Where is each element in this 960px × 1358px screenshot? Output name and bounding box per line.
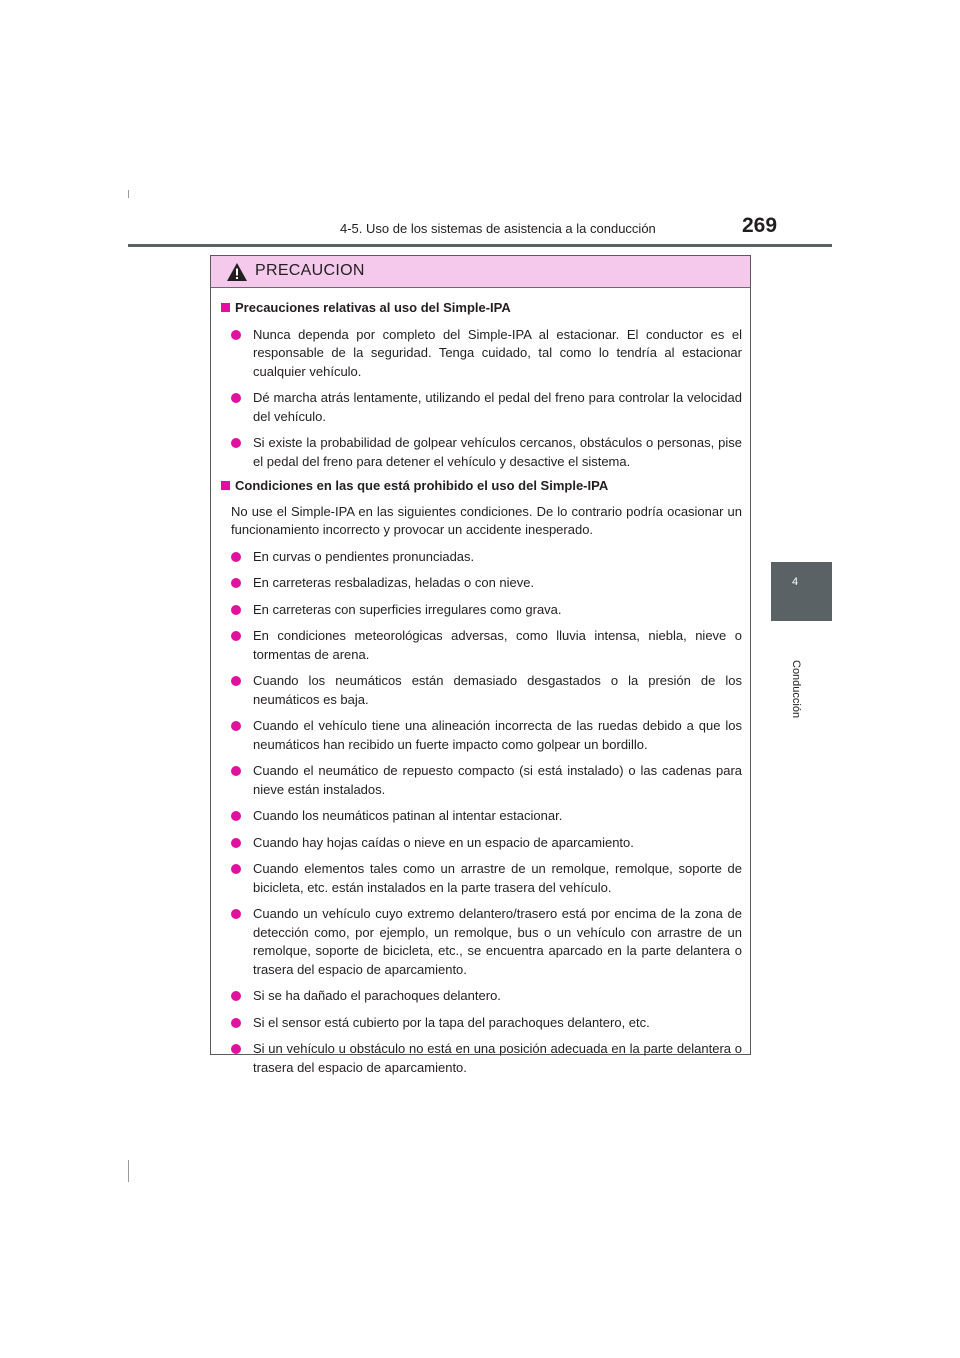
section-title (221, 477, 742, 496)
section-header: 4-5. Uso de los sistemas de asistencia a la conducción (340, 221, 656, 236)
list-item-text: Nunca dependa por completo del Simple-IPA al estacionar. El conductor es el responsable de la seguridad. Tenga cuidado, tal como lo tendría al estacionar cualquier vehículo. (253, 326, 742, 379)
list-item (231, 627, 742, 664)
chapter-number: 4 (792, 576, 799, 588)
list-item (231, 326, 742, 382)
circle-bullet-icon (231, 864, 241, 874)
header-rule (128, 244, 832, 247)
circle-bullet-icon (231, 605, 241, 615)
circle-bullet-icon (231, 721, 241, 731)
caution-box (210, 255, 751, 1075)
circle-bullet-icon (231, 991, 241, 1001)
list-item-text: Si existe la probabilidad de golpear vehículos cercanos, obstáculos o personas, pise el pedal del freno para detener el vehículo y desactive el sistema. (253, 435, 742, 469)
list-item-text: Cuando el neumático de repuesto compacto (si está instalado) o las cadenas para nieve están instalados. (253, 763, 742, 797)
section-title-text: Condiciones en las que está prohibido el uso del Simple-IPA (235, 478, 609, 493)
list-item-text: En condiciones meteorológicas adversas, como lluvia intensa, niebla, nieve o tormentas de arena. (253, 628, 742, 662)
caution-section (221, 477, 742, 1077)
circle-bullet-icon (231, 811, 241, 821)
caution-section (221, 299, 742, 471)
circle-bullet-icon (231, 330, 241, 340)
list-item-text: Cuando elementos tales como un arrastre de un remolque, remolque, soporte de bicicleta, etc. están instalados en la parte trasera del vehículo. (253, 861, 742, 895)
list-item (231, 762, 742, 799)
list-item-text: Si un vehículo u obstáculo no está en una posición adecuada en la parte delantera o trasera del espacio de aparcamiento. (253, 1041, 742, 1075)
square-bullet-icon (221, 303, 230, 312)
chapter-tab (771, 562, 832, 621)
circle-bullet-icon (231, 393, 241, 403)
square-bullet-icon (221, 481, 230, 490)
list-item-text: En curvas o pendientes pronunciadas. (253, 548, 475, 564)
list-item (231, 389, 742, 426)
list-item (231, 987, 742, 1006)
list-item (231, 834, 742, 853)
circle-bullet-icon (231, 1018, 241, 1028)
circle-bullet-icon (231, 766, 241, 776)
section-intro: No use el Simple-IPA en las siguientes condiciones. De lo contrario podría ocasionar un funcionamiento incorrecto y provocar un accidente inesperado. (231, 503, 742, 537)
list-item-text: Cuando hay hojas caídas o nieve en un espacio de aparcamiento. (253, 834, 634, 850)
list-item (231, 1040, 742, 1077)
circle-bullet-icon (231, 578, 241, 588)
list-item-text: Dé marcha atrás lentamente, utilizando el pedal del freno para controlar la velocidad del vehículo. (253, 390, 742, 424)
circle-bullet-icon (231, 438, 241, 448)
list-item (231, 717, 742, 754)
list-item (231, 434, 742, 471)
caution-header (211, 256, 750, 288)
caution-title: PRECAUCION (255, 262, 365, 279)
list-item (231, 905, 742, 979)
page-number: 269 (742, 214, 778, 237)
list-item (231, 574, 742, 593)
list-item-text: Cuando los neumáticos están demasiado desgastados o la presión de los neumáticos es baja. (253, 673, 742, 707)
list-item (231, 807, 742, 826)
list-item (231, 601, 742, 620)
list-item (231, 860, 742, 897)
circle-bullet-icon (231, 1044, 241, 1054)
circle-bullet-icon (231, 676, 241, 686)
crop-mark (128, 190, 129, 198)
list-item (231, 1014, 742, 1033)
section-title (221, 299, 742, 318)
circle-bullet-icon (231, 838, 241, 848)
circle-bullet-icon (231, 631, 241, 641)
list-item-text: Cuando los neumáticos patinan al intentar estacionar. (253, 808, 563, 823)
chapter-label: Conducción (790, 660, 802, 719)
circle-bullet-icon (231, 909, 241, 919)
list-item-text: Cuando un vehículo cuyo extremo delantero/trasero está por encima de la zona de detección como, por ejemplo, un remolque, bus o un vehículo con arrastre de un remolque, soporte de bicicleta, etc., se encuentra aparcado en la parte delantera o trasera del espacio de aparcamiento. (253, 906, 742, 977)
list-item-text: Si el sensor está cubierto por la tapa del parachoques delantero, etc. (253, 1014, 650, 1030)
list-item-text: Si se ha dañado el parachoques delantero. (253, 988, 501, 1003)
circle-bullet-icon (231, 552, 241, 562)
list-item (231, 548, 742, 567)
warning-triangle-icon (226, 262, 248, 282)
list-item-text: En carreteras con superficies irregulares como grava. (253, 601, 562, 617)
caution-content (211, 288, 750, 1077)
list-item-text: En carreteras resbaladizas, heladas o con nieve. (253, 575, 535, 590)
list-item (231, 672, 742, 709)
crop-mark (128, 1160, 129, 1182)
list-item-text: Cuando el vehículo tiene una alineación incorrecta de las ruedas debido a que los neumáticos han recibido un fuerte impacto como golpear un bordillo. (253, 718, 742, 752)
section-title-text: Precauciones relativas al uso del Simple-IPA (235, 300, 511, 315)
